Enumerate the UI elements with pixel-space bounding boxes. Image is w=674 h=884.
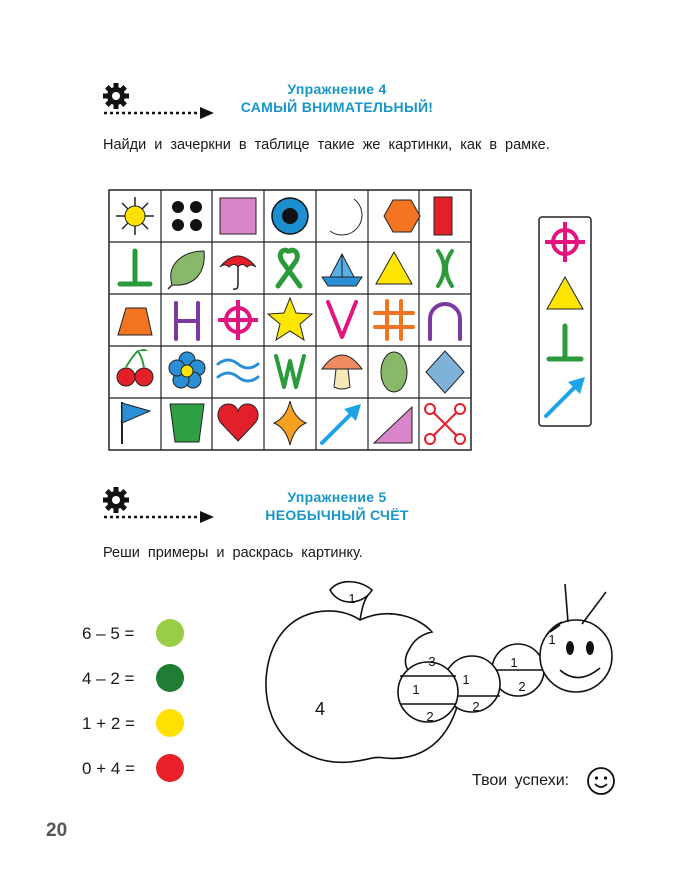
exercise5-subtitle: НЕОБЫЧНЫЙ СЧЁТ <box>265 507 409 523</box>
num-seg1-top: 3 <box>428 654 436 669</box>
green-cup-icon <box>170 404 204 442</box>
equation-3: 1 + 2 = <box>82 714 135 733</box>
blue-circle-icon <box>272 198 308 234</box>
color-dot-1 <box>156 619 184 647</box>
equation-2: 4 – 2 = <box>82 669 135 688</box>
equation-4: 0 + 4 = <box>82 759 135 778</box>
pink-square-icon <box>220 198 256 234</box>
coloring-picture <box>260 570 620 770</box>
num-seg3-top: 1 <box>510 655 518 670</box>
exercise5-instruction: Реши примеры и раскрась картинку. <box>103 545 363 561</box>
num-seg1-bottom: 2 <box>426 709 434 724</box>
num-head: 1 <box>548 632 556 647</box>
exercise5-title: Упражнение 5 <box>287 489 387 505</box>
color-dot-2 <box>156 664 184 692</box>
sample-frame <box>538 216 593 428</box>
color-dot-4 <box>156 754 184 782</box>
num-seg1-mid: 1 <box>412 682 420 697</box>
num-seg2-bottom: 2 <box>472 699 480 714</box>
red-rectangle-icon <box>434 197 452 235</box>
smiley-icon[interactable] <box>586 766 616 796</box>
num-seg3-bottom: 2 <box>518 679 526 694</box>
num-apple: 4 <box>314 699 326 719</box>
num-leaf: 1 <box>348 591 356 606</box>
exercise4-title: Упражнение 4 <box>287 81 387 97</box>
exercise4-instruction: Найди и зачеркни в таблице такие же картинки, как в рамке. <box>103 137 550 153</box>
green-oval-icon <box>381 352 407 392</box>
num-seg2-top: 1 <box>462 672 470 687</box>
exercise4-subtitle: САМЫЙ ВНИМАТЕЛЬНЫЙ! <box>240 99 434 115</box>
success-label: Твои успехи: <box>472 772 570 789</box>
page-number: 20 <box>46 820 68 841</box>
symbols-grid <box>108 189 472 451</box>
equation-1: 6 – 5 = <box>82 624 135 643</box>
color-dot-3 <box>156 709 184 737</box>
